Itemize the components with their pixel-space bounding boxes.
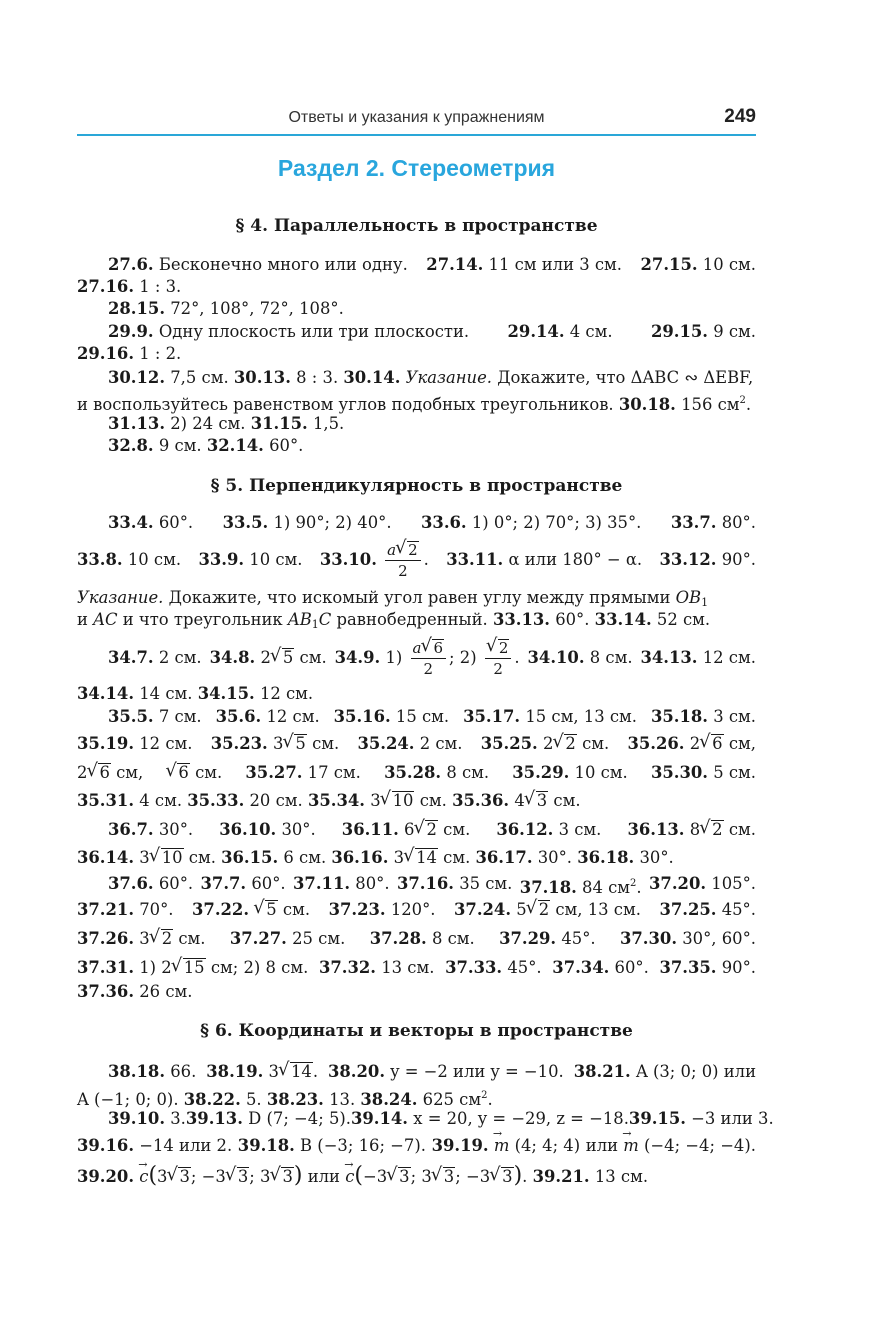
text-line: 36.7. 30°. 36.10. 30°. 36.11. 6√ 2 см. 36.12. 3 см. 36.13. 8√ 2 см. bbox=[108, 818, 756, 842]
text-line: 2√ 6 см, √ 6 см. 35.27. 17 см. 35.28. 8 см. 35.29. 10 см. 35.30. 5 см. bbox=[77, 761, 756, 785]
text-line: 35.19. 12 см. 35.23. 3√ 5 см. 35.24. 2 см. 35.25. 2√ 2 см. 35.26. 2√ 6 см, bbox=[77, 732, 756, 756]
text-line: 31.13. 2) 24 см. 31.15. 1,5. bbox=[108, 414, 345, 433]
fraction: √ $\frac{2}{2}$ bbox=[485, 638, 512, 679]
text-line: 37.31. 1) 2√ 15 см; 2) 8 см. 37.32. 13 см. 37.33. 45°. 37.34. 60°. 37.35. 90°. bbox=[77, 956, 756, 980]
text-line: 29.16. 1 : 2. bbox=[77, 344, 182, 363]
text-line: 30.12. 7,5 см. 30.13. 8 : 3. 30.14. Указание. Докажите, что ΔABC ∾ ΔEBF, bbox=[108, 368, 754, 387]
text-line: Указание. Докажите, что искомый угол равен углу между прямыми $OB_1$ bbox=[77, 588, 709, 609]
text-line: 38.18. 66. 38.19. 3√ 14. 38.20. y = −2 или y = −10. 38.21. A (3; 0; 0) или bbox=[108, 1060, 756, 1084]
paragraph-heading-6: § 6. Координаты и векторы в пространстве bbox=[200, 1021, 633, 1041]
running-title: Ответы и указания к упражнениям bbox=[288, 109, 545, 126]
text-line: 35.31. 4 см. 35.33. 20 см. 35.34. 3√ 10 см. 35.36. 4√ 3 см. bbox=[77, 789, 756, 813]
text-line: 37.36. 26 см. bbox=[77, 982, 193, 1001]
fraction: $\frac{a√ 6}{2}$ bbox=[411, 638, 447, 679]
text-line: и воспользуйтесь равенством углов подобных треугольников. 30.18. 156 $см^2$. bbox=[77, 395, 752, 414]
text-line: 34.7. 2 см. 34.8. 2√ 5 см. 34.9. 1) $\frac{a√ 6}{2}$ ; 2) √ $\frac{2}{2}$ . 34.10. 8 см. 34.13. 12 см. bbox=[108, 638, 756, 678]
fraction: $\frac{a√ 2}{2}$ bbox=[385, 540, 421, 581]
text-line: 28.15. 72°, 108°, 72°, 108°. bbox=[108, 299, 344, 318]
text-line: 39.16. −14 или 2. 39.18. B (−3; 16; −7). 39.19. m → (4; 4; 4) или m → (−4; −4; −4). bbox=[77, 1134, 756, 1158]
paragraph-heading-4: § 4. Параллельность в пространстве bbox=[235, 216, 598, 236]
text-line: A (−1; 0; 0). 38.22. 5. 38.23. 13. 38.24. 625 $см^2$. bbox=[77, 1090, 493, 1109]
section-title: Раздел 2. Стереометрия bbox=[277, 155, 556, 181]
text-line: 33.4. 60°. 33.5. 1) 90°; 2) 40°. 33.6. 1) 0°; 2) 70°; 3) 35°. 33.7. 80°. bbox=[108, 513, 756, 532]
text-line: 35.5. 7 см. 35.6. 12 см. 35.16. 15 см. 35.17. 15 см, 13 см. 35.18. 3 см. bbox=[108, 707, 756, 726]
text-line: 36.14. 3√ 10 см. 36.15. 6 см. 36.16. 3√ 14 см. 36.17. 30°. 36.18. 30°. bbox=[77, 846, 756, 870]
text-line: и AC и что треугольник $AB_1C$ равнобедренный. 33.13. 60°. 33.14. 52 см. bbox=[77, 610, 711, 631]
text-line: 37.6. 60°. 37.7. 60°. 37.11. 80°. 37.16. 35 см. 37.18. 84 $см^2$. 37.20. 105°. bbox=[108, 874, 756, 897]
text-line: 39.20. c →(3√ 3; −3√ 3; 3√ 3) или c →(−3√ 3; 3√ 3; −3√ 3). 39.21. 13 см. bbox=[77, 1164, 756, 1188]
page-number: 249 bbox=[724, 106, 756, 127]
text-line: 27.16. 1 : 3. bbox=[77, 277, 182, 296]
text-line: 37.26. 3√ 2 см. 37.27. 25 см. 37.28. 8 см. 37.29. 45°. 37.30. 30°, 60°. bbox=[77, 927, 756, 951]
text-line: 39.10. 3. 39.13. D (7; −4; 5). 39.14. x = 20, y = −29, z = −18. 39.15. −3 или 3. bbox=[108, 1109, 774, 1128]
text-line: 32.8. 9 см. 32.14. 60°. bbox=[108, 436, 304, 455]
paragraph-heading-5: § 5. Перпендикулярность в пространстве bbox=[210, 476, 623, 496]
text-line: 34.14. 14 см. 34.15. 12 см. bbox=[77, 684, 314, 703]
text-line: 33.8. 10 см. 33.9. 10 см. 33.10. $\frac{a√ 2}{2}$ . 33.11. α или 180° − α. 33.12. 90°. bbox=[77, 540, 756, 580]
text-line: 29.9. Одну плоскость или три плоскости. 29.14. 4 см. 29.15. 9 см. bbox=[108, 322, 756, 341]
text-line: 27.6. Бесконечно много или одну. 27.14. 11 см или 3 см. 27.15. 10 см. bbox=[108, 255, 756, 274]
text-line: 37.21. 70°. 37.22. √ 5 см. 37.23. 120°. 37.24. 5√ 2 см, 13 см. 37.25. 45°. bbox=[77, 898, 756, 922]
running-header bbox=[77, 104, 756, 136]
